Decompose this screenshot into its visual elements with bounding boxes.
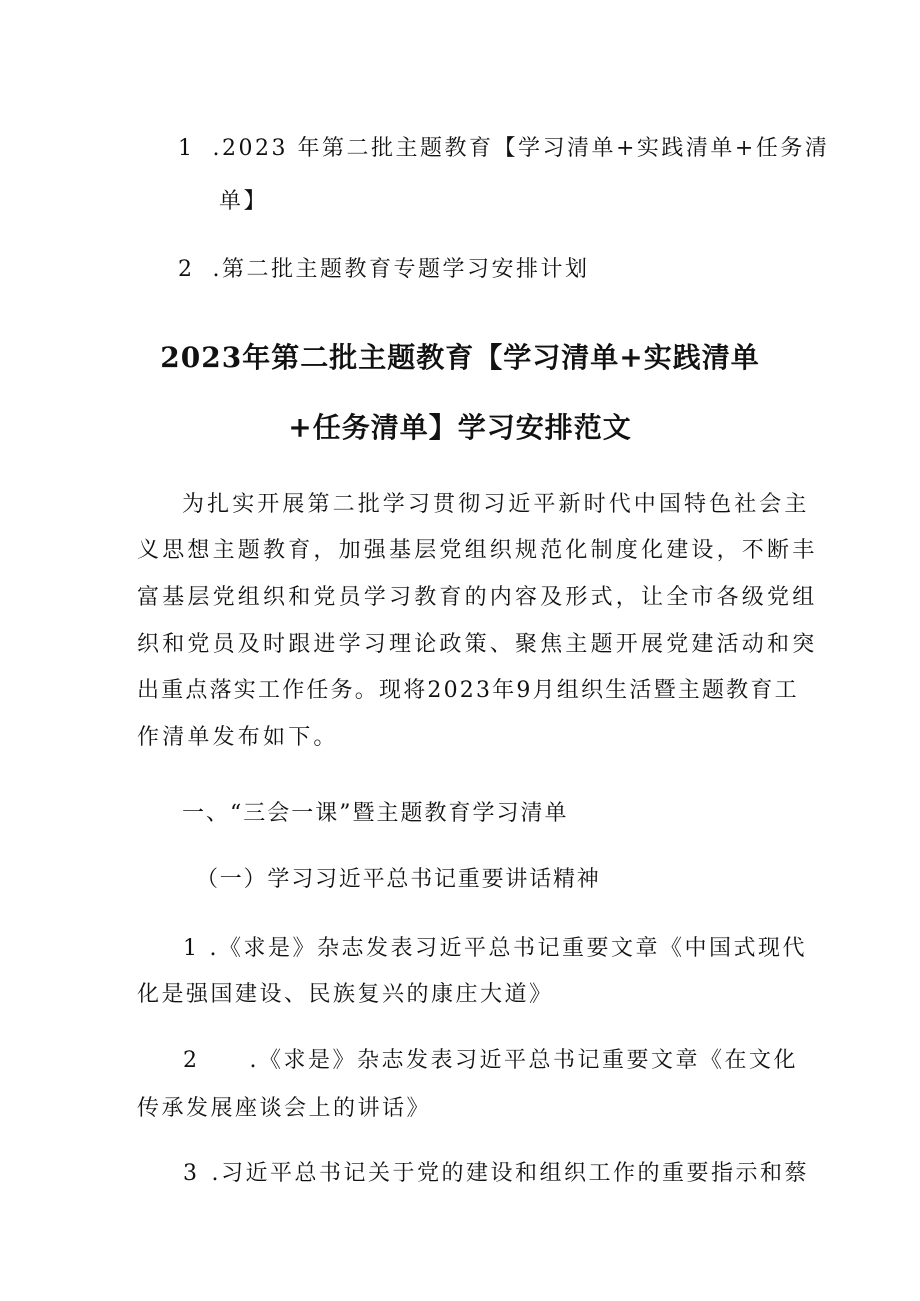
list-item-1-line-1	[183, 931, 807, 962]
document-title-line-1: 2023年第二批主题教育【学习清单+实践清单	[160, 341, 760, 374]
list-item-2-line-1	[183, 1043, 798, 1074]
list-item-3-number: 3	[183, 1161, 200, 1186]
list-item-3-line-1	[183, 1156, 809, 1187]
document-title-line-2: +任务清单】学习安排范文	[288, 411, 632, 444]
list-item-2-text: .《求是》杂志发表习近平总书记重要文章《在文化	[249, 1048, 798, 1073]
list-item-1-line-2: 化是强国建设、民族复兴的康庄大道》	[137, 982, 554, 1007]
subsection-1-heading: （一）学习习近平总书记重要讲话精神	[196, 867, 601, 892]
intro-line-4: 织和党员及时跟进学习理论政策、聚焦主题开展党建活动和突	[137, 632, 818, 657]
list-item-2-number: 2	[183, 1048, 200, 1073]
list-item-2-line-2: 传承发展座谈会上的讲话》	[137, 1096, 432, 1121]
toc-item-2-text: .第二批主题教育专题学习安排计划	[212, 257, 590, 282]
intro-line-6: 作清单发布如下。	[137, 725, 339, 750]
section-1-heading: 一、“三会一课”暨主题教育学习清单	[182, 801, 569, 826]
list-item-3-text: .习近平总书记关于党的建设和组织工作的重要指示和蔡	[211, 1161, 809, 1186]
intro-line-1: 为扎实开展第二批学习贯彻习近平新时代中国特色社会主	[182, 492, 810, 517]
toc-item-1-line-1	[178, 131, 829, 162]
intro-line-5: 出重点落实工作任务。现将2023年9月组织生活暨主题教育工	[137, 678, 799, 703]
toc-item-2-number: 2	[178, 257, 195, 282]
toc-item-2	[178, 252, 590, 283]
toc-item-1-line-2: 单】	[219, 189, 269, 214]
toc-item-1-text: .2023 年第二批主题教育【学习清单+实践清单+任务清	[212, 136, 830, 161]
toc-item-1-number: 1	[178, 136, 195, 161]
intro-line-3: 富基层党组织和党员学习教育的内容及形式，让全市各级党组	[137, 585, 818, 610]
intro-line-2: 义思想主题教育，加强基层党组织规范化制度化建设，不断丰	[137, 538, 818, 563]
list-item-1-number: 1	[183, 936, 200, 961]
list-item-1-text: .《求是》杂志发表习近平总书记重要文章《中国式现代	[209, 936, 807, 961]
